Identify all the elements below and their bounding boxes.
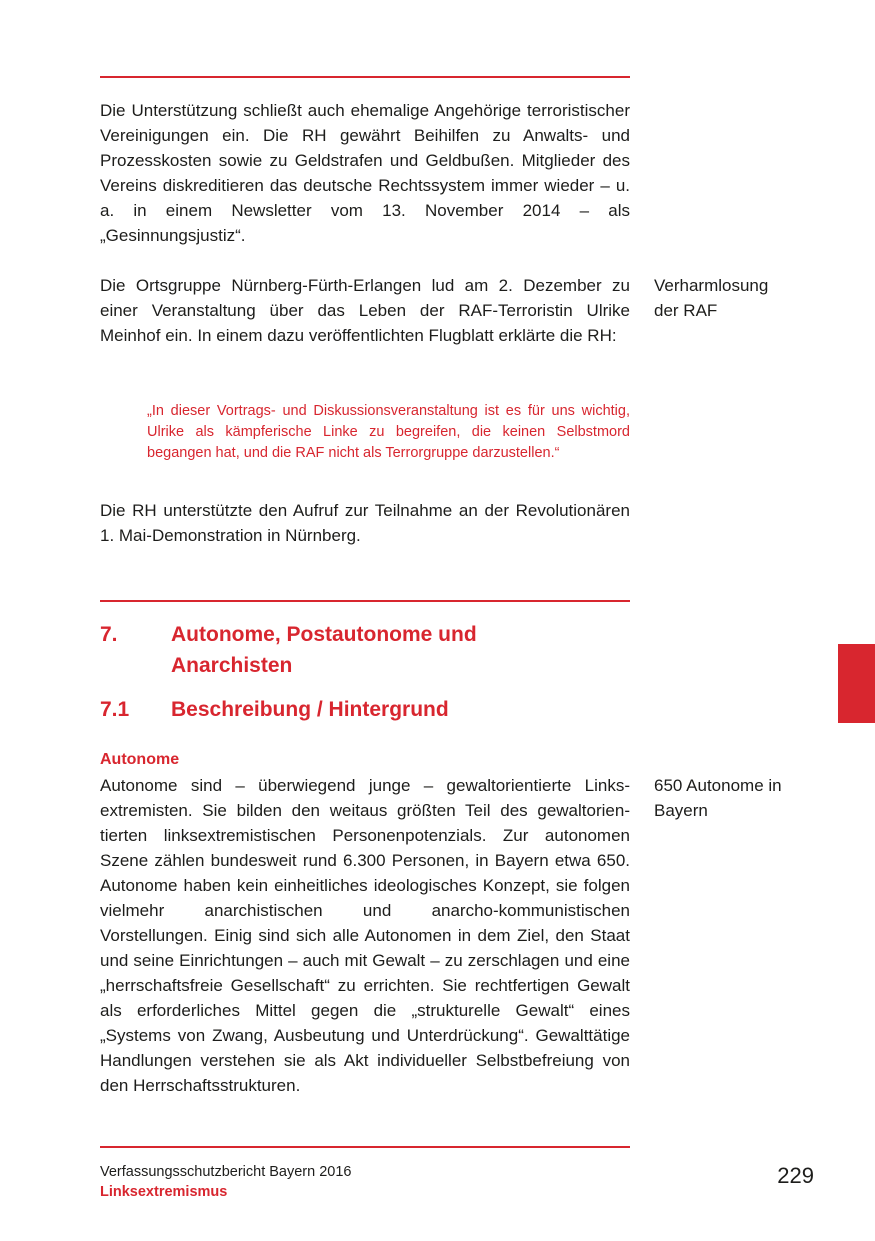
section-number: 7. [100,623,118,646]
footer-rule [100,1146,630,1148]
paragraph-mai-demonstration: Die RH unterstützte den Aufruf zur Teilnahme an der Revolutionären 1. Mai-Demonstration in Nürnberg. [100,501,630,545]
footer-publication-title: Verfassungsschutzbericht Bayern 2016 [100,1164,352,1180]
page-number: 229 [777,1163,814,1188]
chapter-tab-marker [838,644,875,723]
quote-flugblatt: „In dieser Vortrags- und Diskussionsveranstaltung ist es für uns wichtig, Ulrike als kämpferische Linke zu begreifen, die keinen Selbstmord begangen hat, und die RAF nicht als Terrorgruppe darzustellen.“ [147,403,630,461]
margin-note-raf: Verharmlosung der RAF [654,276,769,320]
paragraph-ortsgruppe: Die Ortsgruppe Nürnberg-Fürth-Erlangen lud am 2. Dezember zu einer Veranstaltung über das Leben der RAF-Terroristin Ulrike Meinhof ein. In einem dazu veröffentlichten Flugblatt erklärte die RH: [100,276,630,345]
section-heading-7 [100,619,630,681]
subsection-title: Beschreibung / Hintergrund [171,698,449,721]
paragraph-rh-support: Die Unterstützung schließt auch ehemalige Angehörige terroristischer Vereinigungen ein. Die RH gewährt Beihilfen zu Anwalts- und Prozesskosten sowie zu Geldstrafen und Geldbußen. Mitglieder des Vereins diskreditieren das deutsche Rechtssystem immer wieder – u. a. in einem Newsletter vom 13. November 2014 – als „Gesinnungsjustiz“. [100,101,630,245]
subsection-number: 7.1 [100,698,130,721]
top-rule [100,76,630,78]
footer-section-name: Linksextremismus [100,1184,228,1200]
subheading-autonome: Autonome [100,751,180,768]
section-title: Autonome, Postautonome und Anarchisten [171,623,477,677]
section-rule [100,600,630,602]
margin-note-autonome: 650 Autonome in Bayern [654,776,782,820]
section-heading-7-1 [100,694,630,725]
paragraph-autonome: Autonome sind – überwiegend junge – gewaltorientierte Linksextremisten. Sie bilden den weitaus größten Teil des gewaltorientierten linksextremistischen Personenpotenzials. Zur autonomen Szene zählen bundesweit rund 6.300 Personen, in Bayern etwa 650. Autonome haben kein einheitliches ideologisches Konzept, sie folgen vielmehr anarchistischen und anarcho-kommunistischen Vorstellungen. Einig sind sich alle Autonomen in dem Ziel, den Staat und seine Einrichtungen – auch mit Gewalt – zu zerschlagen und eine „herrschaftsfreie Gesellschaft“ zu errichten. Sie rechtfertigen Gewalt als erforderliches Mittel gegen die „strukturelle Gewalt“ eines „Systems von Zwang, Ausbeutung und Unterdrückung“. Gewalttätige Handlungen verstehen sie als Akt individueller Selbstbefreiung von den Herrschaftsstrukturen. [100,776,630,1095]
